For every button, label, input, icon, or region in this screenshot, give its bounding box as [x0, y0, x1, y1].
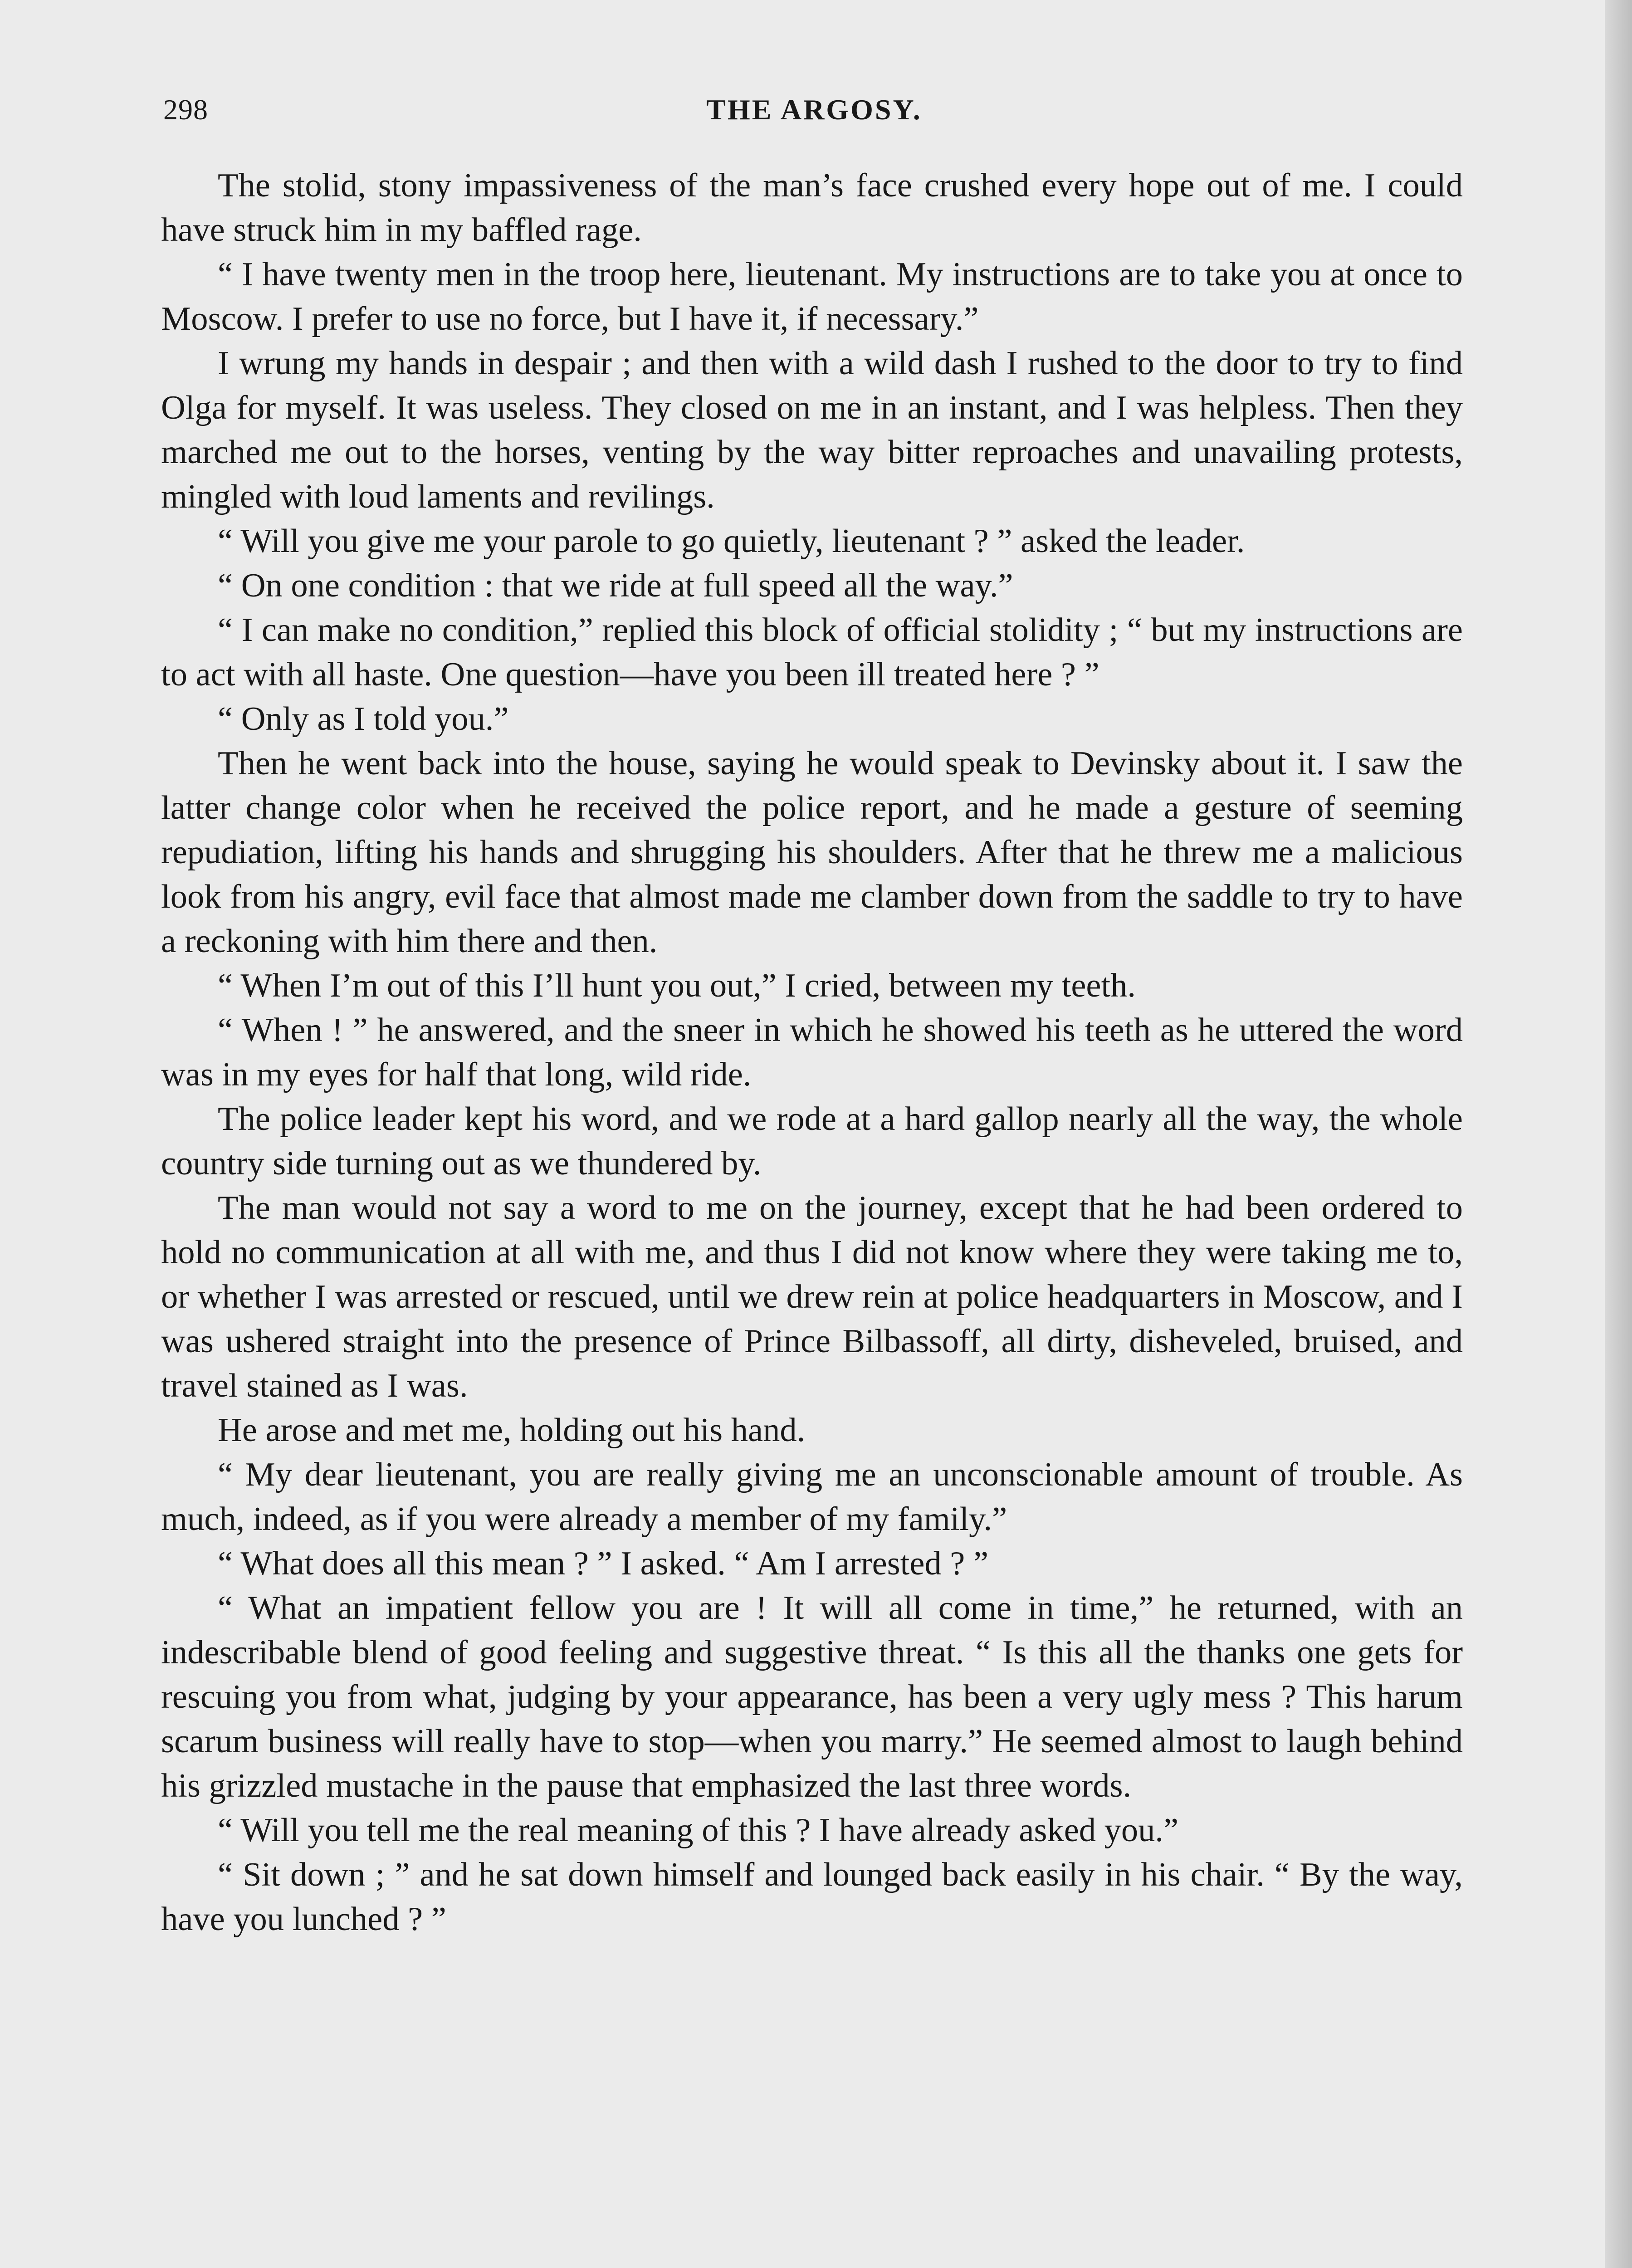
paragraph: The man would not say a word to me on the journey, except that he had been ordered to hold no communication at all with me, and thus I did not know where they were taking me to, or whether I was arrested or rescued, until we drew rein at police headquarters in Moscow, and I was ushered straight into the presence of Prince Bilbassoff, all dirty, disheveled, bruised, and travel stained as I was.	[161, 1189, 1463, 1404]
paragraph: “ My dear lieutenant, you are really giving me an unconscionable amount of trouble. As much, indeed, as if you were already a member of my family.”	[161, 1456, 1463, 1538]
paragraph: I wrung my hands in despair ; and then with a wild dash I rushed to the door to try to find Olga for myself. It was useless. They closed on me in an instant, and I was helpless. Then they marched me out to the horses, venting by the way bitter reproaches and unavailing protests, mingled with loud laments and revilings.	[161, 345, 1463, 515]
paragraph: The stolid, stony impassiveness of the man’s face crushed every hope out of me. I could have struck him in my baffled rage.	[161, 167, 1463, 249]
page-number: 298	[163, 93, 208, 126]
page-edge	[1605, 0, 1632, 2268]
paragraph: “ Only as I told you.”	[218, 700, 509, 738]
paragraph: “ Sit down ; ” and he sat down himself and lounged back easily in his chair. “ By the way, have you lunched ? ”	[161, 1856, 1463, 1938]
story-text	[161, 163, 1463, 1941]
paragraph: “ When ! ” he answered, and the sneer in which he showed his teeth as he uttered the word was in my eyes for half that long, wild ride.	[161, 1012, 1463, 1093]
paragraph: “ I have twenty men in the troop here, lieutenant. My instructions are to take you at once to Moscow. I prefer to use no force, but I have it, if necessary.”	[161, 256, 1463, 337]
paragraph: “ I can make no condition,” replied this block of official stolidity ; “ but my instructions are to act with all haste. One question—have you been ill treated here ? ”	[161, 611, 1463, 693]
page-header	[163, 88, 1465, 138]
paragraph: “ What an impatient fellow you are ! It will all come in time,” he returned, with an indescribable blend of good feeling and suggestive threat. “ Is this all the thanks one gets for rescuing you from what, judging by your appearance, has been a very ugly mess ? This harum scarum business will really have to stop—when you marry.” He seemed almost to laugh behind his grizzled mustache in the pause that emphasized the last three words.	[161, 1589, 1463, 1804]
paragraph: “ Will you tell me the real meaning of this ? I have already asked you.”	[218, 1812, 1179, 1849]
paragraph: He arose and met me, holding out his hand.	[218, 1412, 806, 1449]
paragraph: “ Will you give me your parole to go quietly, lieutenant ? ” asked the leader.	[218, 523, 1245, 560]
paragraph: “ On one condition : that we ride at full speed all the way.”	[218, 567, 1013, 604]
paragraph: Then he went back into the house, saying he would speak to Devinsky about it. I saw the latter change color when he received the police report, and he made a gesture of seeming repudiation, lifting his hands and shrugging his shoulders. After that he threw me a malicious look from his angry, evil face that almost made me clamber down from the saddle to try to have a reckoning with him there and then.	[161, 745, 1463, 960]
paragraph: “ When I’m out of this I’ll hunt you out,” I cried, between my teeth.	[218, 967, 1136, 1004]
running-title: THE ARGOSY.	[706, 93, 922, 126]
paragraph: The police leader kept his word, and we rode at a hard gallop nearly all the way, the whole country side turning out as we thundered by.	[161, 1100, 1463, 1182]
paragraph: “ What does all this mean ? ” I asked. “ Am I arrested ? ”	[218, 1545, 989, 1582]
